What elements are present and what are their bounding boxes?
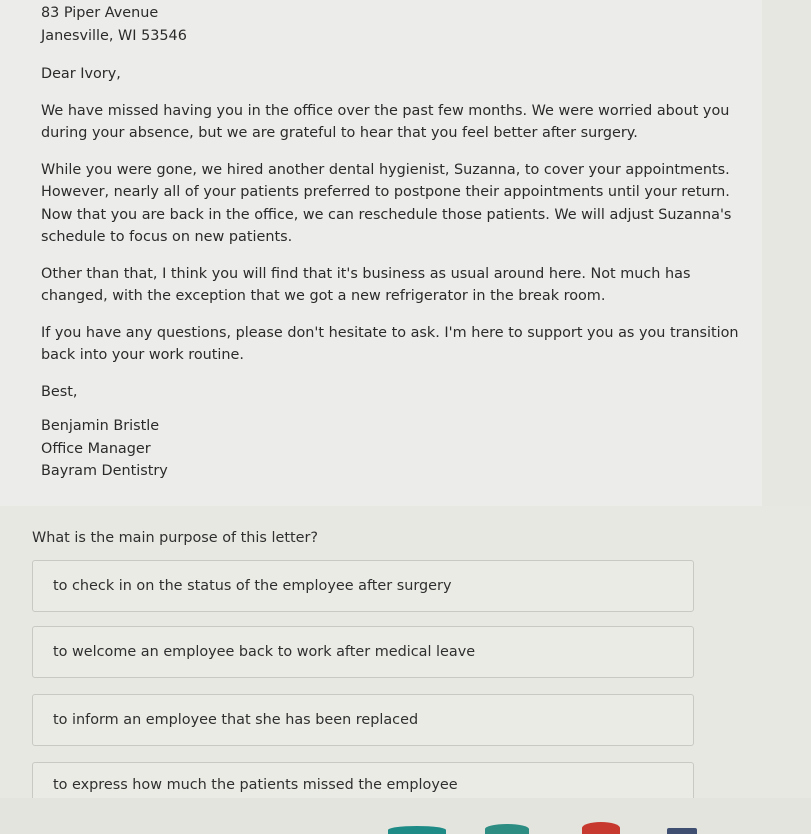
answer-choice-3-label: to inform an employee that she has been replaced xyxy=(53,712,419,728)
letter-paragraph-4: If you have any questions, please don't hesitate to ask. I'm here to support you as you transition back into your work routine. xyxy=(41,324,739,363)
address-line-2: Janesville, WI 53546 xyxy=(41,27,187,44)
letter-paragraph-3: Other than that, I think you will find that it's business as usual around here. Not much has changed, with the exception that we got a new refrigerator in the break room. xyxy=(41,265,691,304)
answer-choice-3[interactable] xyxy=(32,694,694,746)
question-text: What is the main purpose of this letter? xyxy=(32,530,319,546)
navy-toolbar-icon xyxy=(667,828,697,834)
answer-choice-1-label: to check in on the status of the employee after surgery xyxy=(53,578,452,594)
signature-name: Benjamin Bristle xyxy=(41,418,160,434)
letter-paragraph-1: We have missed having you in the office over the past few months. We were worried about you during your absence, but we are grateful to hear that you feel better after surgery. xyxy=(41,102,730,141)
signature-company: Bayram Dentistry xyxy=(41,463,168,479)
red-toolbar-icon xyxy=(582,822,620,834)
signature-title: Office Manager xyxy=(41,440,151,457)
answer-choice-2[interactable] xyxy=(32,626,694,678)
teal-toolbar-icon xyxy=(388,826,446,834)
answer-choice-1[interactable] xyxy=(32,560,694,612)
closing: Best, xyxy=(41,383,78,400)
teal-toolbar-icon-2 xyxy=(485,824,529,834)
address-line-1: 83 Piper Avenue xyxy=(41,5,159,21)
question-area xyxy=(0,506,811,834)
answer-choice-2-label: to welcome an employee back to work after medical leave xyxy=(53,644,476,660)
bottom-icon-bar xyxy=(0,822,811,834)
letter-paragraph-2: While you were gone, we hired another dental hygienist, Suzanna, to cover your appointments. However, nearly all of your patients preferred to postpone their appointments until your return. Now that you are back in the office, we can reschedule those patients. We will adjust Suzanna's schedule to focus on new patients. xyxy=(41,161,732,245)
greeting: Dear Ivory, xyxy=(41,66,121,82)
answer-choice-4-label: to express how much the patients missed the employee xyxy=(53,777,458,793)
